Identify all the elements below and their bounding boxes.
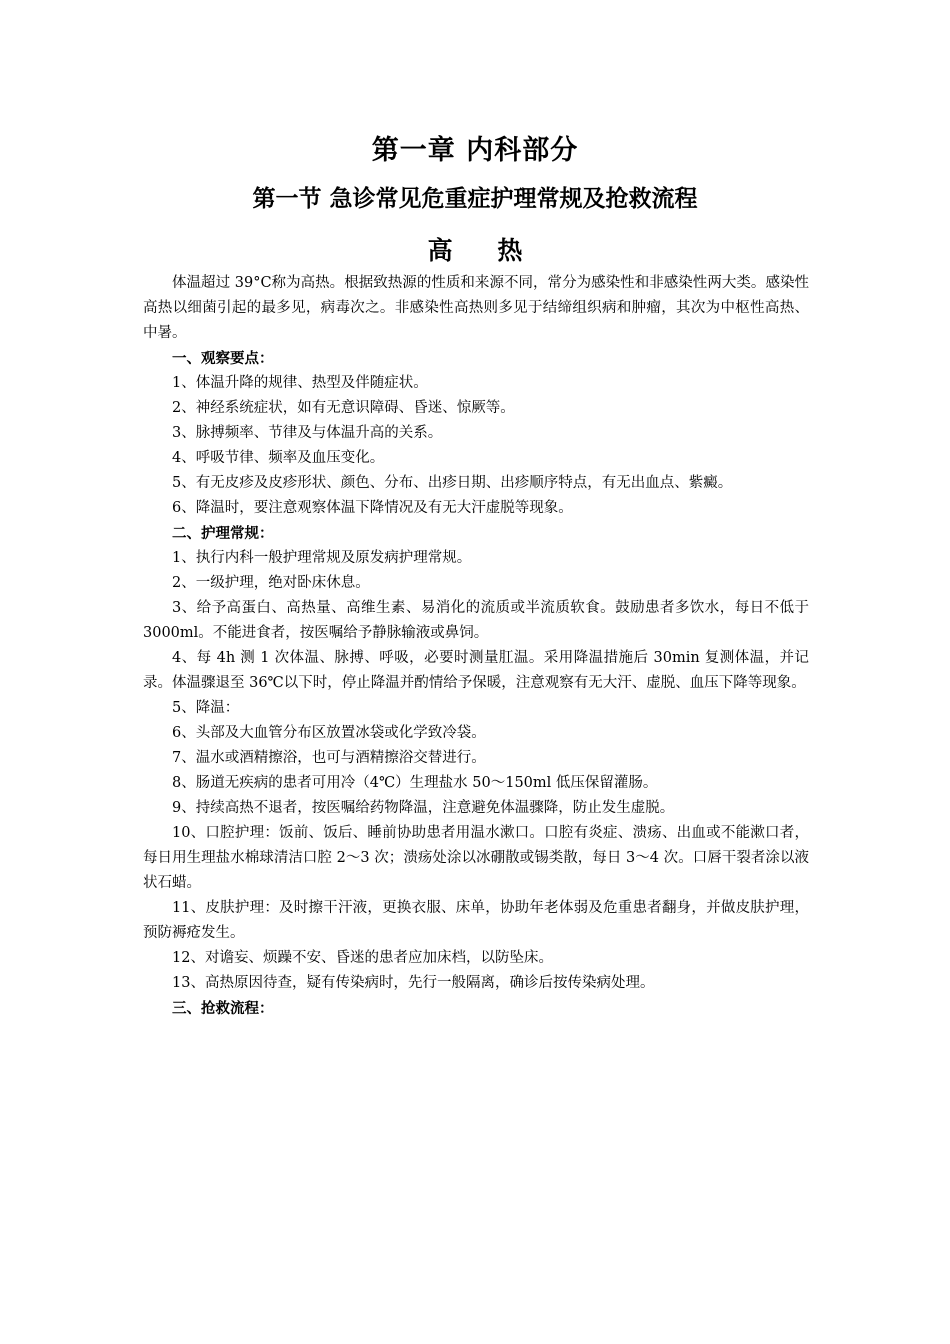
- nursing-item: 5、降温：: [172, 700, 240, 716]
- rescue-heading: 三、抢救流程：: [172, 1000, 274, 1017]
- nursing-item: 10、口腔护理：饭前、饭后、睡前协助患者用温水漱口。口腔有炎症、溃疡、出血或不能漱口者，每日用生理盐水棉球清洁口腔 2～3 次；溃疡处涂以冰硼散或锡类散，每日 3～4 次。口唇干裂者涂以液状石蜡。: [143, 825, 809, 891]
- nursing-item: 1、执行内科一般护理常规及原发病护理常规。: [172, 550, 472, 566]
- observation-item: 4、呼吸节律、频率及血压变化。: [172, 450, 385, 466]
- nursing-item: 2、一级护理，绝对卧床休息。: [172, 575, 370, 591]
- nursing-item: 12、对谵妄、烦躁不安、昏迷的患者应加床档，以防坠床。: [172, 950, 553, 966]
- observation-heading: 一、观察要点：: [172, 350, 274, 367]
- intro-paragraph: 体温超过 39°C称为高热。根据致热源的性质和来源不同，常分为感染性和非感染性两大类。感染性高热以细菌引起的最多见，病毒次之。非感染性高热则多见于结缔组织病和肿瘤，其次为中枢性高热、中暑。: [143, 275, 809, 341]
- nursing-item: 7、温水或酒精擦浴，也可与酒精擦浴交替进行。: [172, 750, 486, 766]
- observation-item: 1、体温升降的规律、热型及伴随症状。: [172, 375, 428, 391]
- chapter-title: 第一章 内科部分: [371, 135, 579, 166]
- nursing-item: 3、给予高蛋白、高热量、高维生素、易消化的流质或半流质软食。鼓励患者多饮水，每日不低于 3000ml。不能进食者，按医嘱给予静脉输液或鼻饲。: [143, 600, 809, 641]
- nursing-heading: 二、护理常规：: [172, 525, 274, 542]
- nursing-item: 9、持续高热不退者，按医嘱给药物降温，注意避免体温骤降，防止发生虚脱。: [172, 800, 675, 816]
- observation-item: 3、脉搏频率、节律及与体温升高的关系。: [172, 425, 443, 441]
- document-body: [143, 271, 809, 1021]
- observation-item: 5、有无皮疹及皮疹形状、颜色、分布、出疹日期、出疹顺序特点，有无出血点、紫癜。: [172, 475, 733, 491]
- section-title: 第一节 急诊常见危重症护理常规及抢救流程: [252, 185, 698, 212]
- nursing-item: 8、肠道无疾病的患者可用冷（4℃）生理盐水 50～150ml 低压保留灌肠。: [172, 775, 658, 791]
- nursing-item: 6、头部及大血管分布区放置冰袋或化学致冷袋。: [172, 725, 486, 741]
- nursing-item: 4、每 4h 测 1 次体温、脉搏、呼吸，必要时测量肛温。采用降温措施后 30min 复测体温，并记录。体温骤退至 36℃以下时，停止降温并酌情给予保暖，注意观察有无大汗、虚脱、血压下降等现象。: [143, 650, 809, 691]
- topic-title: 高 热: [427, 236, 541, 265]
- observation-item: 6、降温时，要注意观察体温下降情况及有无大汗虚脱等现象。: [172, 500, 573, 516]
- nursing-item: 13、高热原因待查，疑有传染病时，先行一般隔离，确诊后按传染病处理。: [172, 975, 655, 991]
- observation-item: 2、神经系统症状，如有无意识障碍、昏迷、惊厥等。: [172, 400, 515, 416]
- nursing-item: 11、皮肤护理：及时擦干汗液，更换衣服、床单，协助年老体弱及危重患者翻身，并做皮肤护理，预防褥疮发生。: [143, 900, 809, 941]
